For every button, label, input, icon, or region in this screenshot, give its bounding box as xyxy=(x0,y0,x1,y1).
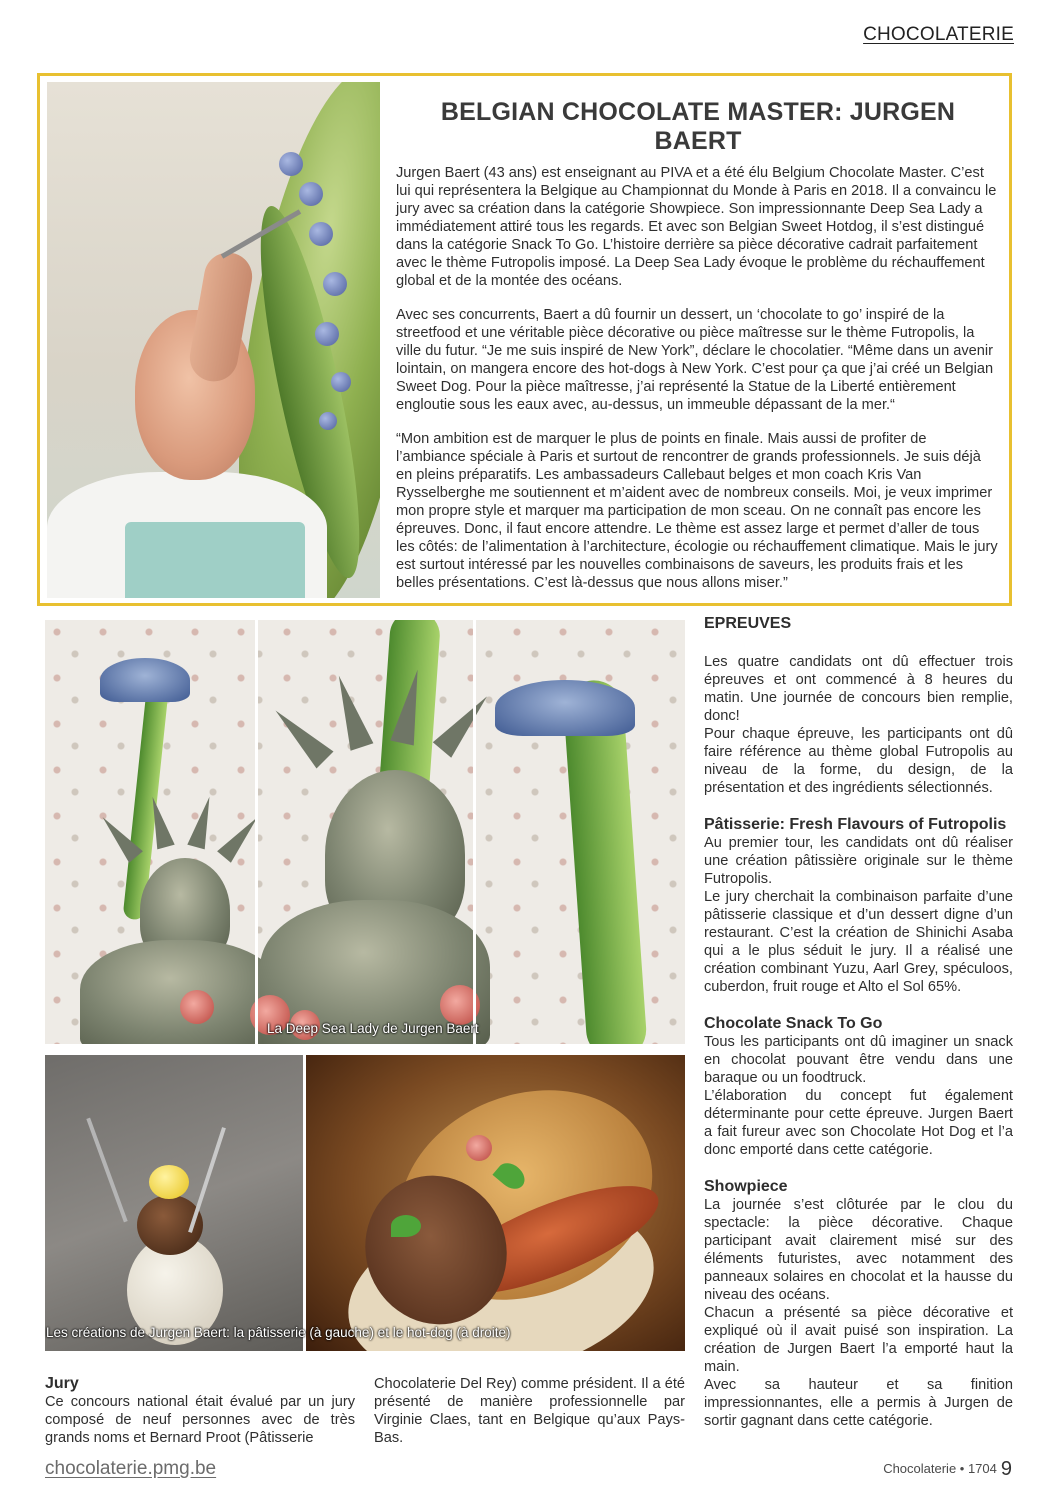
issue-label: Chocolaterie • 1704 xyxy=(883,1461,997,1476)
feature-paragraph: Avec ses concurrents, Baert a dû fournir un dessert, un ‘chocolate to go’ inspiré de la streetfood et une véritable pièce décorative ou pièce maîtresse sur le thème Futropolis, la ville du futur. “Je me suis inspiré de New York”, déclare le chocolatier. “Même dans un avenir lointain, on mangera encore des hot-dogs à New York. C’est pour ça que j’ai créé un Belgian Sweet Dog. Pour la pièce maîtresse, j’ai représenté la Statue de la Liberté entièrement engloutie sous les eaux avec, au-dessus, un immeuble dépassant de la mer.“ xyxy=(396,307,994,413)
showpiece-photo xyxy=(45,620,685,1044)
creations-caption: Les créations de Jurgen Baert: la pâtisserie (à gauche) et le hot-dog (à droite) xyxy=(46,1325,511,1340)
feature-article xyxy=(396,98,1000,592)
epreuves-paragraph: Pour chaque épreuve, les participants ont dû faire référence au thème global Futropolis au niveau de la forme, du design, de la présentation et des ingrédients sélectionnés. xyxy=(704,726,1013,796)
feature-box xyxy=(37,73,1012,606)
feature-paragraph: “Mon ambition est de marquer le plus de points en finale. Mais aussi de profiter de l’ambiance spéciale à Paris et surtout de rencontrer de grands professionnels. Je suis déjà en pleins préparatifs. Les ambassadeurs Callebaut belges et mon coach Kris Van Rysselberghe me soutiennent et m’aident avec de nombreux conseils. Moi, je veux imprimer mon propre style et marquer ma participation de mon sceau. On ne connaît pas encore les épreuves. Donc, il faut encore attendre. Le thème est assez large et permet d’aller de tous les côtés: de l’alimentation à l’architecture, écologie ou réchauffement climatique. Mais le jury est surtout intéressé par les nouvelles combinaisons de saveurs, les produits frais et les belles présentations. C’est là-dessus que nous allons miser.” xyxy=(396,431,998,591)
website-link[interactable]: chocolaterie.pmg.be xyxy=(45,1458,217,1479)
epreuves-heading: EPREUVES xyxy=(704,615,792,632)
snack-paragraph: Tous les participants ont dû imaginer un snack en chocolat pouvant être vendu dans une baraque ou un foodtruck. xyxy=(704,1034,1013,1086)
snack-paragraph: L’élaboration du concept fut également déterminante pour cette épreuve. Jurgen Baert a fait fureur avec son Chocolate Hot Dog et l’a donc emporté dans cette catégorie. xyxy=(704,1088,1013,1158)
feature-title: BELGIAN CHOCOLATE MASTER: JURGEN BAERT xyxy=(440,98,956,155)
pastry-photo xyxy=(45,1055,303,1351)
sidebar-column xyxy=(704,614,1013,1430)
hotdog-photo xyxy=(306,1055,685,1351)
footer-issue xyxy=(883,1458,1012,1481)
patisserie-heading: Pâtisserie: Fresh Flavours of Futropolis xyxy=(704,816,1007,833)
jury-section xyxy=(45,1374,685,1446)
section-label: CHOCOLATERIE xyxy=(863,24,1014,45)
patisserie-paragraph: Le jury cherchait la combinaison parfaite d’une pâtisserie classique et d’un dessert digne d’un restaurant. C’est la création de Shinichi Asaba qui a le plus séduit le jury. Il a réalisé une création combinant Yuzu, Aarl Grey, spéculoos, cuberdon, fruit rouge et Alto el Sol 65%. xyxy=(704,889,1013,995)
jury-heading: Jury xyxy=(45,1375,79,1392)
jury-paragraph: Chocolaterie Del Rey) comme président. Il a été présenté de manière professionnelle par Virginie Claes, tant en Belgique qu’aux Pays-Bas. xyxy=(374,1376,685,1446)
snack-heading: Chocolate Snack To Go xyxy=(704,1015,883,1032)
feature-paragraph: Jurgen Baert (43 ans) est enseignant au PIVA et a été élu Belgium Chocolate Master. C’est lui qui représentera la Belgique au Championnat du Monde à Paris en 2018. Il a convaincu le jury avec sa création dans la catégorie Showpiece. Son impressionnante Deep Sea Lady a immédiatement attiré tous les regards. Et avec son Belgian Sweet Hotdog, il s’est distingué dans la catégorie Snack To Go. L’histoire derrière sa pièce décorative cadrait parfaitement avec le thème Futropolis imposé. La Deep Sea Lady évoque le problème du réchauffement global et de la montée des océans. xyxy=(396,165,997,289)
showpiece-heading: Showpiece xyxy=(704,1178,788,1195)
jury-paragraph: Ce concours national était évalué par un jury composé de neuf personnes avec de très grands noms et Bernard Proot (Pâtisserie xyxy=(45,1394,355,1446)
showpiece-paragraph: Avec sa hauteur et sa finition impressionnantes, elle a permis à Jurgen de sortir gagnant dans cette catégorie. xyxy=(704,1377,1013,1429)
chef-portrait-photo xyxy=(47,82,380,598)
showpiece-caption: La Deep Sea Lady de Jurgen Baert xyxy=(267,1021,479,1036)
showpiece-paragraph: La journée s’est clôturée par le clou du spectacle: la pièce décorative. Chaque participant avait clairement misé sur des éléments futuristes, avec notamment des panneaux solaires en chocolat et la hausse du niveau des océans. xyxy=(704,1197,1013,1303)
showpiece-paragraph: Chacun a présenté sa pièce décorative et expliqué où il avait puisé son inspiration. La création de Jurgen Baert l’a emporté haut la main. xyxy=(704,1305,1013,1375)
patisserie-paragraph: Au premier tour, les candidats ont dû réaliser une création pâtissière originale sur le thème Futropolis. xyxy=(704,835,1013,887)
epreuves-paragraph: Les quatre candidats ont dû effectuer trois épreuves et ont commencé à 8 heures du matin. Une journée de concours bien remplie, donc! xyxy=(704,654,1013,724)
page-number: 9 xyxy=(1000,1458,1012,1480)
